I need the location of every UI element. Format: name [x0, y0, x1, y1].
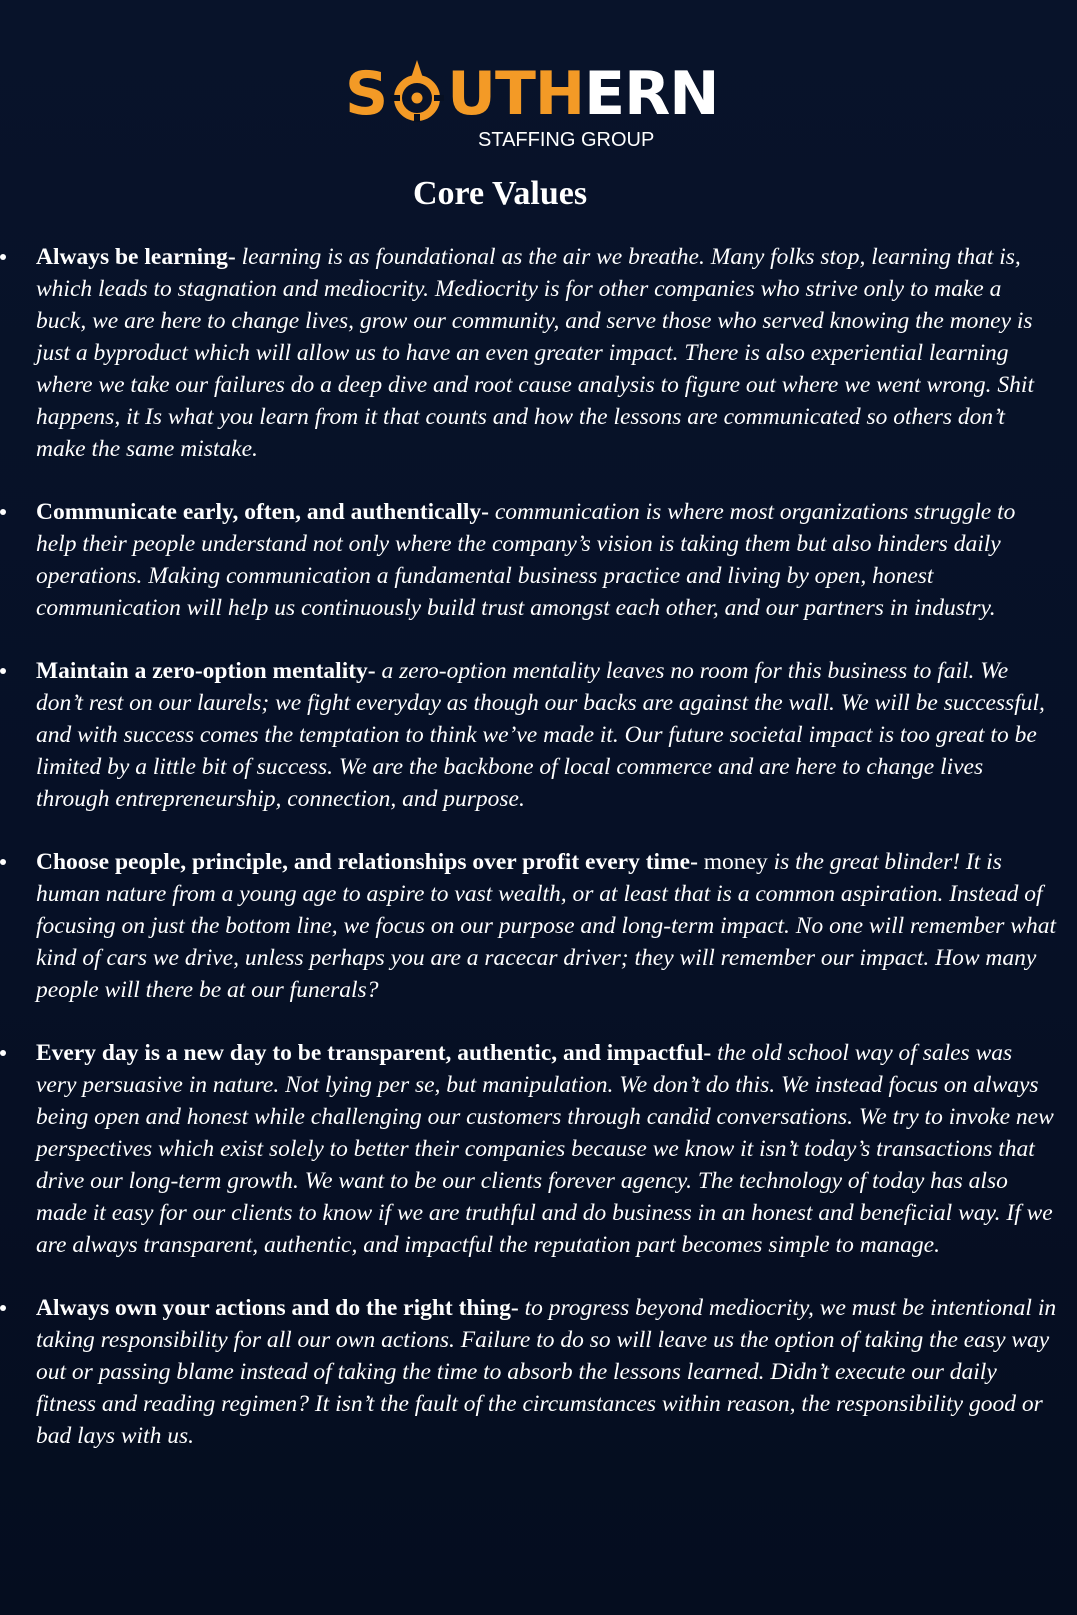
logo-letters-ern: ERN — [584, 59, 719, 129]
bullet-icon — [0, 859, 6, 865]
core-value-description: is the great blinder! It is human nature from a young age to aspire to vast wealth, or at least that is a common aspiration. Instead of focusing on just the bottom line, we focus on our purpose and long-term impact. No one will remember what kind of cars we drive, unless perhaps you are a racecar driver; they will remember our impact. How many people will there be at our funerals? — [36, 849, 1057, 1003]
logo-letters-uth: UTH — [447, 59, 585, 129]
core-value-item — [0, 496, 1077, 624]
logo-letter-s: S — [345, 59, 388, 129]
core-value-description: to progress beyond mediocrity, we must be intentional in taking responsibility for all our own actions. Failure to do so will leave us the option of taking the easy way out or passing blame instead of taking the time to absorb the lessons learned. Didn’t execute our daily fitness and reading regimen? It isn’t the fault of the circumstances within reason, the responsibility good or bad lays with us. — [36, 1295, 1057, 1449]
bullet-icon — [0, 254, 6, 260]
core-value-description: a zero-option mentality leaves no room for this business to fail. We don’t rest on our laurels; we fight everyday as though our backs are against the wall. We will be successful, and with success comes the temptation to think we’ve made it. Our future societal impact is too great to be limited by a little bit of success. We are the backbone of local commerce and are here to change lives through entrepreneurship, connection, and purpose. — [36, 658, 1045, 812]
bullet-icon — [0, 509, 6, 515]
core-value-item — [0, 1292, 1077, 1452]
core-value-item — [0, 655, 1077, 815]
bullet-icon — [0, 1305, 6, 1311]
core-value-item — [0, 241, 1077, 465]
logo-subtitle: STAFFING GROUP — [478, 129, 655, 151]
core-value-heading: Maintain a zero-option mentality- — [36, 658, 376, 684]
core-value-heading: Always be learning- — [36, 244, 236, 270]
bullet-icon — [0, 668, 6, 674]
core-value-item — [0, 1037, 1077, 1261]
core-value-plain-text: money — [697, 849, 768, 875]
crosshair-icon — [388, 58, 446, 130]
core-value-heading: Choose people, principle, and relationships over profit every time- — [36, 849, 698, 875]
core-value-heading: Always own your actions and do the right thing- — [36, 1295, 519, 1321]
core-value-heading: Communicate early, often, and authentically- — [36, 499, 489, 525]
core-value-item — [0, 846, 1077, 1006]
logo-wordmark — [345, 58, 719, 130]
core-value-description: the old school way of sales was very persuasive in nature. Not lying per se, but manipulation. We don’t do this. We instead focus on always being open and honest while challenging our customers through candid conversations. We try to invoke new perspectives which exist solely to better their companies because we know it isn’t today’s transactions that drive our long-term growth. We want to be our clients forever agency. The technology of today has also made it easy for our clients to know if we are truthful and do business in an honest and beneficial way. If we are always transparent, authentic, and impactful the reputation part becomes simple to manage. — [36, 1040, 1054, 1258]
core-value-description: communication is where most organizations struggle to help their people understand not only where the company’s vision is taking them but also hinders daily operations. Making communication a fundamental business practice and living by open, honest communication will help us continuously build trust amongst each other, and our partners in industry. — [36, 499, 1016, 621]
core-values-list — [0, 241, 1077, 1483]
bullet-icon — [0, 1050, 6, 1056]
page-title: Core Values — [412, 175, 588, 212]
core-value-heading: Every day is a new day to be transparent, authentic, and impactful- — [36, 1040, 712, 1066]
core-value-description: learning is as foundational as the air we breathe. Many folks stop, learning that is, which leads to stagnation and mediocrity. Mediocrity is for other companies who strive only to make a buck, we are here to change lives, grow our community, and serve those who served knowing the money is just a byproduct which will allow us to have an even greater impact. There is also experiential learning where we take our failures do a deep dive and root cause analysis to figure out where we went wrong. Shit happens, it Is what you learn from it that counts and how the lessons are communicated so others don’t make the same mistake. — [36, 244, 1034, 462]
company-logo — [345, 58, 719, 158]
